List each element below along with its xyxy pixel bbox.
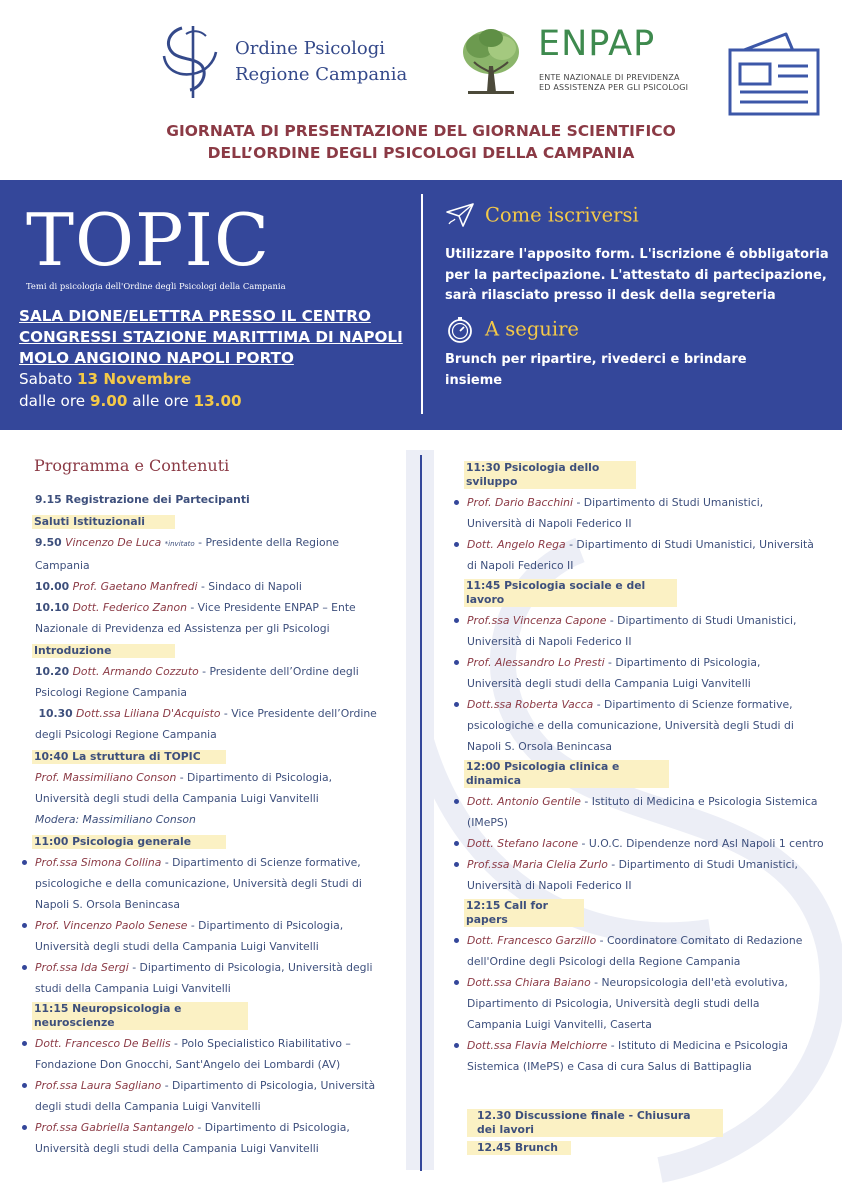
speaker-item: Dott.ssa Flavia Melchiorre - Istituto di Medicina e Psicologia — [467, 1035, 835, 1056]
ordine-psicologi-logo — [162, 22, 422, 100]
speaker-item-cont: Campania Luigi Vanvitelli, Caserta — [467, 1018, 652, 1031]
speaker-item-cont: Università di Napoli Federico II — [467, 635, 632, 648]
paper-plane-icon — [445, 202, 475, 230]
how-line-2: per la partecipazione. L'attestato di partecipazione, — [445, 267, 827, 283]
program-item-cont: Università degli studi della Campania Luigi Vanvitelli — [35, 792, 319, 805]
speaker-item-cont: Università degli studi della Campania Luigi Vanvitelli — [35, 1142, 319, 1155]
program-item: 10.30 Dott.ssa Liliana D'Acquisto - Vice Presidente dell’Ordine — [38, 707, 377, 720]
how-to-register-title: Come iscriversi — [485, 203, 639, 227]
how-to-register-text — [445, 245, 830, 307]
speaker-item-cont: Fondazione Don Gnocchi, Sant'Angelo dei Lombardi (AV) — [35, 1058, 341, 1071]
event-title-line1: GIORNATA DI PRESENTAZIONE DEL GIORNALE SCIENTIFICO — [166, 122, 676, 140]
speaker-item: Prof.ssa Gabriella Santangelo - Dipartimento di Psicologia, — [35, 1117, 395, 1138]
following-line-1: Brunch per ripartire, rivederci e brindare — [445, 352, 747, 367]
registration-item: 9.15 Registrazione dei Partecipanti — [35, 493, 250, 506]
section-saluti: Saluti Istituzionali — [32, 515, 175, 529]
band-divider — [421, 194, 423, 414]
speaker-item: Prof.ssa Laura Sagliano - Dipartimento di Psicologia, Università — [35, 1075, 395, 1096]
speaker-item: Prof. Alessandro Lo Presti - Dipartimento di Psicologia, — [467, 652, 835, 673]
speaker-item-cont: Università degli studi della Campania Luigi Vanvitelli — [35, 940, 319, 953]
venue — [19, 306, 419, 369]
speaker-item: Dott. Francesco Garzillo - Coordinatore Comitato di Redazione — [467, 930, 835, 951]
section-call-for-papers: 12:15 Call for papers — [464, 899, 584, 927]
section-introduzione: Introduzione — [32, 644, 175, 658]
program-left-column — [35, 452, 395, 1159]
speaker-item: Prof. Dario Bacchini - Dipartimento di Studi Umanistici, — [467, 492, 835, 513]
speaker-item: Prof.ssa Vincenza Capone - Dipartimento di Studi Umanistici, — [467, 610, 835, 631]
following-line-2: insieme — [445, 372, 503, 388]
event-title-line2: DELL’ORDINE DEGLI PSICOLOGI DELLA CAMPANIA — [207, 144, 635, 162]
program-item-cont: degli Psicologi Regione Campania — [35, 728, 217, 741]
section-sociale-lavoro: 11:45 Psicologia sociale e del lavoro — [464, 579, 677, 607]
speaker-item-cont: di Napoli Federico II — [467, 559, 574, 572]
venue-line2: CONGRESSI STAZIONE MARITTIMA DI NAPOLI — [19, 328, 403, 346]
time-prefix: dalle ore — [19, 392, 86, 410]
olive-tree-icon — [460, 26, 522, 96]
event-info-band — [0, 180, 842, 430]
section-sviluppo: 11:30 Psicologia dello sviluppo — [464, 461, 636, 489]
program-item: 10.00 Prof. Gaetano Manfredi - Sindaco di Napoli — [35, 580, 302, 593]
speaker-item: Prof. Vincenzo Paolo Senese - Dipartimento di Psicologia, — [35, 915, 395, 936]
ops-name-line1: Ordine Psicologi — [235, 38, 386, 59]
speaker-item-cont: Università di Napoli Federico II — [467, 517, 632, 530]
program-item: 9.50 Vincenzo De Luca *invitato - Presidente della Regione — [35, 536, 340, 549]
time-middle: alle ore — [132, 392, 189, 410]
enpap-subtitle-1: ENTE NAZIONALE DI PREVIDENZA — [539, 73, 680, 82]
speaker-item-cont: Dipartimento di Psicologia, Università degli studi della — [467, 997, 760, 1010]
speaker-item-cont: dell'Ordine degli Psicologi della Regione Campania — [467, 955, 741, 968]
speaker-item-cont: (IMePS) — [467, 816, 508, 829]
speaker-item: Dott. Stefano Iacone - U.O.C. Dipendenze nord Asl Napoli 1 centro — [467, 833, 835, 854]
brunch: 12.45 Brunch — [467, 1141, 571, 1155]
speaker-item-cont: Università di Napoli Federico II — [467, 879, 632, 892]
speaker-item-cont: degli studi della Campania Luigi Vanvitelli — [35, 1100, 261, 1113]
program-item: 10.10 Dott. Federico Zanon - Vice Presidente ENPAP – Ente — [35, 601, 356, 614]
psi-logo-icon — [162, 22, 222, 100]
speaker-item: Dott. Angelo Rega - Dipartimento di Studi Umanistici, Università — [467, 534, 835, 555]
following-heading — [445, 316, 579, 344]
speaker-item: Prof.ssa Maria Clelia Zurlo - Dipartimento di Studi Umanistici, — [467, 854, 835, 875]
following-title: A seguire — [485, 317, 579, 341]
speaker-item-cont: psicologiche e della comunicazione, Università degli Studi di — [467, 719, 794, 732]
section-neuropsicologia: 11:15 Neuropsicologia e neuroscienze — [32, 1002, 248, 1030]
speaker-item-cont: Università degli studi della Campania Luigi Vanvitelli — [467, 677, 751, 690]
newspaper-icon — [726, 28, 822, 118]
speaker-item: Dott. Francesco De Bellis - Polo Specialistico Riabilitativo – — [35, 1033, 395, 1054]
section-clinica: 12:00 Psicologia clinica e dinamica — [464, 760, 669, 788]
speaker-item-cont: studi della Campania Luigi Vanvitelli — [35, 982, 231, 995]
speaker-item: Prof.ssa Simona Collina - Dipartimento di Scienze formative, — [35, 852, 395, 873]
time-start: 9.00 — [89, 392, 128, 410]
speaker-item: Dott. Antonio Gentile - Istituto di Medicina e Psicologia Sistemica — [467, 791, 835, 812]
program-item-cont: Nazionale di Previdenza ed Assistenza per gli Psicologi — [35, 622, 330, 635]
following-text — [445, 350, 830, 391]
program-item-cont: Psicologi Regione Campania — [35, 686, 188, 699]
how-line-1: Utilizzare l'apposito form. L'iscrizione é obbligatoria — [445, 247, 829, 262]
column-divider — [420, 455, 422, 1171]
section-struttura-topic: 10:40 La struttura di TOPIC — [32, 750, 226, 764]
closing-discussion: 12.30 Discussione finale - Chiusura dei lavori — [467, 1109, 723, 1137]
moderator: Modera: Massimiliano Conson — [35, 813, 196, 826]
program-item-cont: Campania — [35, 559, 90, 572]
program-item: 10.20 Dott. Armando Cozzuto - Presidente dell’Ordine degli — [35, 665, 359, 678]
speaker-item-cont: Napoli S. Orsola Benincasa — [35, 898, 181, 911]
enpap-subtitle-2: ED ASSISTENZA PER GLI PSICOLOGI — [539, 83, 689, 92]
speaker-item-cont: psicologiche e della comunicazione, Università degli Studi di — [35, 877, 362, 890]
how-line-3: sarà rilasciato presso il desk della segreteria — [445, 288, 776, 303]
topic-logo-text: TOPIC — [26, 198, 271, 282]
program-right-column — [467, 458, 835, 1167]
event-date — [19, 370, 191, 388]
speaker-item: Dott.ssa Roberta Vacca - Dipartimento di Scienze formative, — [467, 694, 835, 715]
program-item: Prof. Massimiliano Conson - Dipartimento di Psicologia, — [35, 771, 333, 784]
time-end: 13.00 — [193, 392, 242, 410]
ops-name-line2: Regione Campania — [235, 64, 408, 85]
date-highlight: 13 Novembre — [76, 370, 192, 388]
topic-subtitle: Temi di psicologia dell'Ordine degli Psicologi della Campania — [26, 281, 286, 291]
venue-line3: MOLO ANGIOINO NAPOLI PORTO — [19, 349, 294, 367]
section-psicologia-generale: 11:00 Psicologia generale — [32, 835, 226, 849]
speaker-item: Dott.ssa Chiara Baiano - Neuropsicologia dell'età evolutiva, — [467, 972, 835, 993]
speaker-item: Prof.ssa Ida Sergi - Dipartimento di Psicologia, Università degli — [35, 957, 395, 978]
enpap-logo — [460, 24, 689, 98]
event-time — [19, 392, 242, 410]
how-to-register-heading — [445, 202, 639, 230]
speaker-item-cont: Napoli S. Orsola Benincasa — [467, 740, 613, 753]
venue-line1: SALA DIONE/ELETTRA PRESSO IL CENTRO — [19, 307, 371, 325]
enpap-name: ENPAP — [538, 24, 656, 64]
stopwatch-icon — [445, 316, 475, 344]
program-title: Programma e Contenuti — [34, 456, 230, 475]
speaker-item-cont: Sistemica (IMePS) e Casa di cura Salus di Battipaglia — [467, 1060, 752, 1073]
date-prefix: Sabato — [19, 370, 73, 388]
header — [0, 0, 842, 180]
event-title — [0, 120, 842, 164]
